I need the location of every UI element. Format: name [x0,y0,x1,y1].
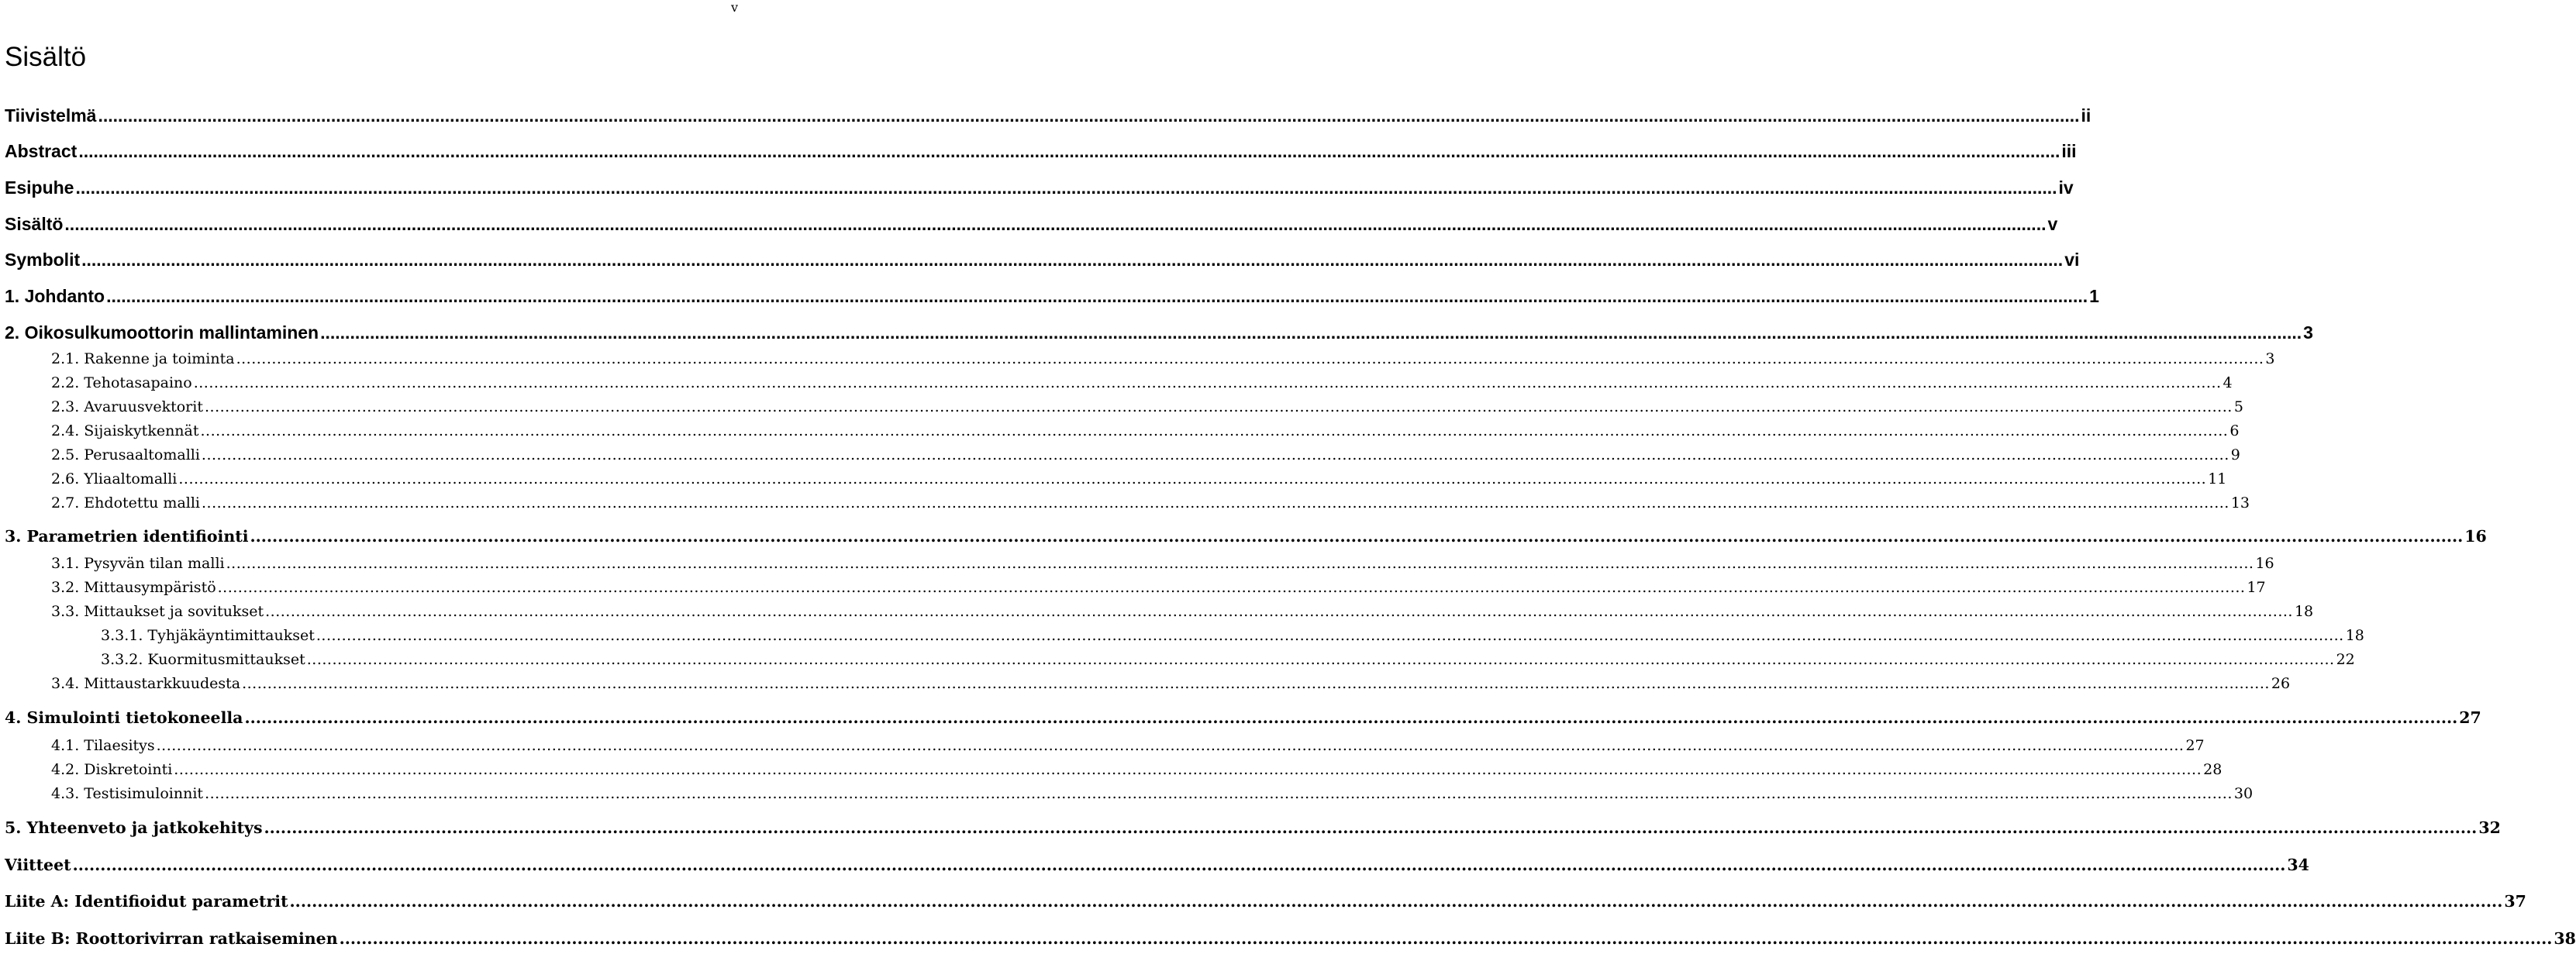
toc-dot-leader: ................................................................................................................................................................................................................................................................................................................................................................................................................ [201,446,2229,463]
toc-entry-appendix-b[interactable] [5,929,2576,948]
toc-entry-label: 3.2. Mittausympäristö [51,579,216,596]
toc-dot-leader: ................................................................................................................................................................................................................................................................................................................................................................................................................ [264,818,2478,837]
toc-dot-leader: ................................................................................................................................................................................................................................................................................................................................................................................................................ [217,579,2246,596]
page-number: v [730,0,738,15]
toc-entry-section-2-1[interactable] [51,350,2275,367]
toc-dot-leader: ................................................................................................................................................................................................................................................................................................................................................................................................................ [178,470,2207,487]
toc-dot-leader: ................................................................................................................................................................................................................................................................................................................................................................................................................ [156,737,2185,754]
toc-entry-label: Tiivistelmä [5,105,97,126]
toc-entry-section-4-2[interactable] [51,761,2223,778]
toc-entry-section-3-3-1[interactable] [101,627,2364,644]
toc-entry-page: 34 [2287,856,2309,874]
toc-entry-chapter-4[interactable] [5,708,2481,727]
toc-entry-section-3-1[interactable] [51,555,2274,572]
toc-entry-chapter-2[interactable] [5,322,2313,343]
toc-entry-page: 9 [2230,446,2240,463]
toc-entry-section-3-4[interactable] [51,675,2291,692]
toc-entry-appendix-a[interactable] [5,892,2526,911]
toc-entry-label: Liite A: Identifioidut parametrit [5,892,288,911]
toc-entry-label: 2.3. Avaruusvektorit [51,398,203,415]
toc-entry-page: 11 [2208,470,2227,487]
toc-entry-label: 2.6. Yliaaltomalli [51,470,178,487]
toc-entry-label: 4.2. Diskretointi [51,761,173,778]
toc-entry-chapter-5[interactable] [5,818,2501,837]
toc-dot-leader: ................................................................................................................................................................................................................................................................................................................................................................................................................ [200,422,2229,439]
toc-dot-leader: ................................................................................................................................................................................................................................................................................................................................................................................................................ [81,250,2064,270]
toc-entry-section-2-3[interactable] [51,398,2243,415]
toc-dot-leader: ................................................................................................................................................................................................................................................................................................................................................................................................................ [98,105,2080,126]
toc-dot-leader: ................................................................................................................................................................................................................................................................................................................................................................................................................ [339,929,2553,948]
toc-entry-label: Esipuhe [5,177,74,198]
toc-entry-page: v [2047,214,2058,234]
toc-dot-leader: ................................................................................................................................................................................................................................................................................................................................................................................................................ [306,651,2335,668]
toc-dot-leader: ................................................................................................................................................................................................................................................................................................................................................................................................................ [236,350,2264,367]
toc-entry-page: 3 [2265,350,2275,367]
toc-entry-section-4-3[interactable] [51,785,2254,802]
toc-entry-page: 17 [2247,579,2266,596]
toc-entry-section-3-3-2[interactable] [101,651,2355,668]
page-title: Sisältö [5,42,87,72]
toc-entry-chapter-1[interactable] [5,286,2099,307]
toc-dot-leader: ................................................................................................................................................................................................................................................................................................................................................................................................................ [250,527,2464,546]
toc-entry-tiivistelma[interactable] [5,105,2091,126]
toc-entry-page: 16 [2464,527,2487,546]
toc-entry-page: ii [2081,105,2091,126]
toc-entry-symbolit[interactable] [5,250,2080,270]
toc-dot-leader: ................................................................................................................................................................................................................................................................................................................................................................................................................ [202,494,2229,512]
toc-entry-label: 3.1. Pysyvän tilan malli [51,555,225,572]
toc-dot-leader: ................................................................................................................................................................................................................................................................................................................................................................................................................ [64,214,2047,234]
toc-dot-leader: ................................................................................................................................................................................................................................................................................................................................................................................................................ [72,856,2286,874]
toc-entry-page: 37 [2504,892,2526,911]
toc-entry-abstract[interactable] [5,141,2077,162]
toc-entry-label: 2.7. Ehdotettu malli [51,494,201,512]
toc-entry-viitteet[interactable] [5,856,2309,874]
toc-entry-chapter-3[interactable] [5,527,2487,546]
toc-entry-label: 2.4. Sijaiskytkennät [51,422,199,439]
toc-entry-section-2-4[interactable] [51,422,2240,439]
toc-entry-label: 4.1. Tilaesitys [51,737,155,754]
toc-entry-label: 2.5. Perusaaltomalli [51,446,200,463]
toc-entry-page: 32 [2478,818,2501,837]
toc-entry-label: 2.2. Tehotasapaino [51,374,192,391]
toc-dot-leader: ................................................................................................................................................................................................................................................................................................................................................................................................................ [204,398,2233,415]
toc-dot-leader: ................................................................................................................................................................................................................................................................................................................................................................................................................ [106,286,2088,306]
toc-entry-label: 1. Johdanto [5,286,105,306]
toc-dot-leader: ................................................................................................................................................................................................................................................................................................................................................................................................................ [244,708,2458,727]
toc-entry-label: Abstract [5,141,78,161]
toc-entry-label: Viitteet [5,856,71,874]
toc-entry-page: iv [2058,177,2074,198]
toc-entry-section-2-6[interactable] [51,470,2227,487]
toc-entry-section-4-1[interactable] [51,737,2205,754]
toc-entry-page: 30 [2233,785,2254,802]
toc-entry-page: 28 [2203,761,2223,778]
toc-entry-label: 2.1. Rakenne ja toiminta [51,350,235,367]
toc-dot-leader: ................................................................................................................................................................................................................................................................................................................................................................................................................ [226,555,2254,572]
toc-entry-label: 3.3.2. Kuormitusmittaukset [101,651,305,668]
toc-entry-page: 27 [2459,708,2481,727]
toc-entry-page: 4 [2223,374,2233,391]
toc-entry-page: 13 [2230,494,2250,512]
toc-dot-leader: ................................................................................................................................................................................................................................................................................................................................................................................................................ [242,675,2270,692]
toc-entry-label: 3.3. Mittaukset ja sovitukset [51,603,264,620]
toc-entry-page: 18 [2345,627,2364,644]
toc-entry-label: 4. Simulointi tietokoneella [5,708,243,727]
toc-entry-page: 18 [2294,603,2314,620]
toc-entry-page: 38 [2554,929,2576,948]
toc-entry-label: 3. Parametrien identifiointi [5,527,249,546]
toc-dot-leader: ................................................................................................................................................................................................................................................................................................................................................................................................................ [174,761,2202,778]
toc-entry-label: 3.4. Mittaustarkkuudesta [51,675,241,692]
toc-dot-leader: ................................................................................................................................................................................................................................................................................................................................................................................................................ [265,603,2293,620]
toc-entry-page: 22 [2336,651,2355,668]
toc-entry-page: 6 [2229,422,2240,439]
toc-dot-leader: ................................................................................................................................................................................................................................................................................................................................................................................................................ [316,627,2344,644]
toc-entry-page: 5 [2233,398,2243,415]
toc-entry-label: Liite B: Roottorivirran ratkaiseminen [5,929,338,948]
toc-entry-page: 1 [2089,286,2099,306]
toc-entry-page: 27 [2185,737,2205,754]
toc-entry-section-2-5[interactable] [51,446,2240,463]
toc-dot-leader: ................................................................................................................................................................................................................................................................................................................................................................................................................ [193,374,2222,391]
toc-entry-sisalto[interactable] [5,214,2058,235]
toc-entry-section-3-3[interactable] [51,603,2314,620]
toc-entry-section-3-2[interactable] [51,579,2266,596]
toc-dot-leader: ................................................................................................................................................................................................................................................................................................................................................................................................................ [320,322,2302,343]
toc-dot-leader: ................................................................................................................................................................................................................................................................................................................................................................................................................ [205,785,2233,802]
toc-entry-section-2-7[interactable] [51,494,2250,512]
toc-dot-leader: ................................................................................................................................................................................................................................................................................................................................................................................................................ [75,177,2057,198]
toc-entry-page: 26 [2271,675,2291,692]
toc-entry-page: 16 [2255,555,2274,572]
toc-entry-label: 2. Oikosulkumoottorin mallintaminen [5,322,319,343]
toc-dot-leader: ................................................................................................................................................................................................................................................................................................................................................................................................................ [78,141,2060,161]
toc-entry-label: Symbolit [5,250,81,270]
toc-entry-page: vi [2064,250,2080,270]
toc-entry-label: 5. Yhteenveto ja jatkokehitys [5,818,263,837]
toc-dot-leader: ................................................................................................................................................................................................................................................................................................................................................................................................................ [289,892,2503,911]
toc-entry-label: 4.3. Testisimuloinnit [51,785,204,802]
toc-entry-page: iii [2061,141,2077,161]
toc-entry-section-2-2[interactable] [51,374,2233,391]
toc-entry-page: 3 [2303,322,2313,343]
toc-entry-label: Sisältö [5,214,64,234]
toc-entry-label: 3.3.1. Tyhjäkäyntimittaukset [101,627,315,644]
toc-entry-esipuhe[interactable] [5,177,2074,198]
